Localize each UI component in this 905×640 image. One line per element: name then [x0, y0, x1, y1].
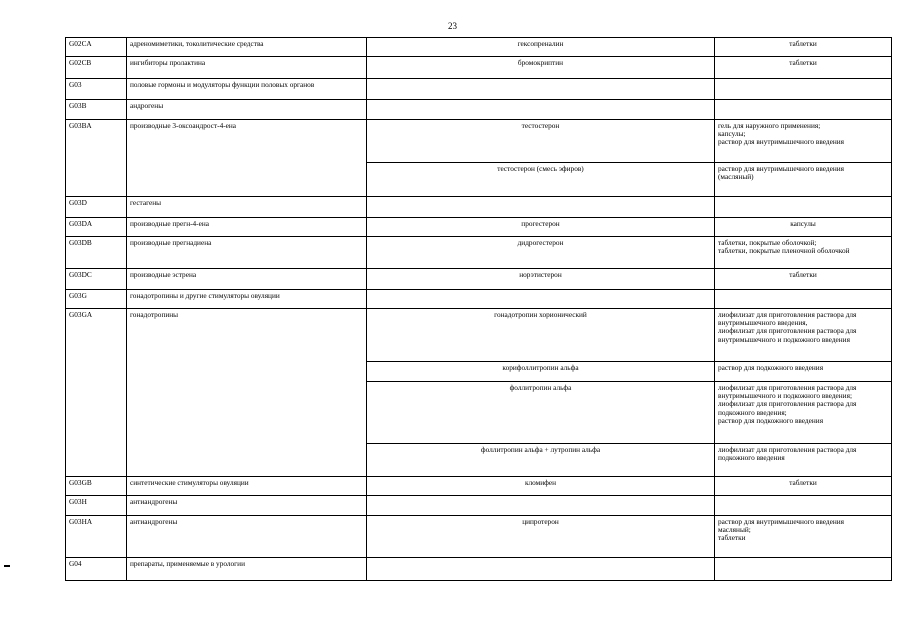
drug-name-cell: фоллитропин альфа + лутропин альфа — [367, 444, 715, 477]
atc-code-cell: G03GA — [66, 309, 127, 477]
drug-name-cell: норэтистерон — [367, 269, 715, 290]
dosage-form-cell — [715, 197, 892, 218]
anatomical-therapeutic-group-cell: производные 3-оксоандрост-4-ена — [127, 120, 367, 197]
atc-code-cell: G03DA — [66, 218, 127, 237]
dosage-form-cell — [715, 100, 892, 120]
drug-name-cell — [367, 558, 715, 581]
atc-code-cell: G02CA — [66, 38, 127, 57]
dosage-form-cell — [715, 558, 892, 581]
anatomical-therapeutic-group-cell: производные прегн-4-ена — [127, 218, 367, 237]
drug-name-cell — [367, 79, 715, 100]
atc-code-cell: G03 — [66, 79, 127, 100]
dosage-form-cell: лиофилизат для приготовления раствора для подкожного введения — [715, 444, 892, 477]
drug-classification-table — [65, 37, 892, 581]
table-row — [66, 218, 892, 237]
atc-code-cell: G03GB — [66, 477, 127, 496]
table-row — [66, 477, 892, 496]
anatomical-therapeutic-group-cell: гонадотропины и другие стимуляторы овуляции — [127, 290, 367, 309]
drug-name-cell: ципротерон — [367, 516, 715, 558]
table-row — [66, 100, 892, 120]
dosage-form-cell — [715, 290, 892, 309]
anatomical-therapeutic-group-cell: синтетические стимуляторы овуляции — [127, 477, 367, 496]
table-row — [66, 290, 892, 309]
anatomical-therapeutic-group-cell: гестагены — [127, 197, 367, 218]
dosage-form-cell: таблетки — [715, 57, 892, 79]
dosage-form-cell: таблетки, покрытые оболочкой; таблетки, покрытые пленочной оболочкой — [715, 237, 892, 269]
dosage-form-cell: лиофилизат для приготовления раствора для внутримышечного введения, лиофилизат для приготовления раствора для внутримышечного и подкожного введения — [715, 309, 892, 362]
dosage-form-cell: таблетки — [715, 477, 892, 496]
atc-code-cell: G03DB — [66, 237, 127, 269]
anatomical-therapeutic-group-cell: половые гормоны и модуляторы функции половых органов — [127, 79, 367, 100]
drug-name-cell — [367, 100, 715, 120]
atc-code-cell: G03G — [66, 290, 127, 309]
anatomical-therapeutic-group-cell: антиандрогены — [127, 496, 367, 516]
dosage-form-cell: капсулы — [715, 218, 892, 237]
atc-code-cell: G03BA — [66, 120, 127, 197]
drug-name-cell — [367, 496, 715, 516]
table-row — [66, 516, 892, 558]
table-row — [66, 496, 892, 516]
dosage-form-cell: лиофилизат для приготовления раствора для внутримышечного и подкожного введения; лиофилизат для приготовления раствора для подкожного введения; раствор для подкожного введения — [715, 382, 892, 444]
drug-name-cell — [367, 197, 715, 218]
dosage-form-cell: таблетки — [715, 38, 892, 57]
table-row — [66, 269, 892, 290]
drug-name-cell: тестостерон (смесь эфиров) — [367, 163, 715, 197]
table-row — [66, 38, 892, 57]
anatomical-therapeutic-group-cell: препараты, применяемые в урологии — [127, 558, 367, 581]
edge-mark — [4, 565, 10, 567]
table-row — [66, 120, 892, 163]
table-row — [66, 558, 892, 581]
dosage-form-cell: гель для наружного применения; капсулы; раствор для внутримышечного введения — [715, 120, 892, 163]
drug-name-cell: кломифен — [367, 477, 715, 496]
anatomical-therapeutic-group-cell: ингибиторы пролактина — [127, 57, 367, 79]
dosage-form-cell: раствор для подкожного введения — [715, 362, 892, 382]
table-row — [66, 237, 892, 269]
anatomical-therapeutic-group-cell: андрогены — [127, 100, 367, 120]
drug-name-cell: прогестерон — [367, 218, 715, 237]
table-row — [66, 57, 892, 79]
atc-code-cell: G03D — [66, 197, 127, 218]
drug-name-cell: тестостерон — [367, 120, 715, 163]
anatomical-therapeutic-group-cell: гонадотропины — [127, 309, 367, 477]
dosage-form-cell: раствор для внутримышечного введения (масляный) — [715, 163, 892, 197]
atc-code-cell: G03HA — [66, 516, 127, 558]
table-row — [66, 197, 892, 218]
atc-code-cell: G03DC — [66, 269, 127, 290]
page-number: 23 — [448, 21, 457, 31]
drug-name-cell: дидрогестерон — [367, 237, 715, 269]
drug-name-cell: бромокриптин — [367, 57, 715, 79]
dosage-form-cell: раствор для внутримышечного введения масляный; таблетки — [715, 516, 892, 558]
table-row — [66, 309, 892, 362]
atc-code-cell: G03H — [66, 496, 127, 516]
anatomical-therapeutic-group-cell: антиандрогены — [127, 516, 367, 558]
drug-name-cell: гексопреналин — [367, 38, 715, 57]
dosage-form-cell — [715, 496, 892, 516]
atc-code-cell: G04 — [66, 558, 127, 581]
atc-code-cell: G03B — [66, 100, 127, 120]
dosage-form-cell — [715, 79, 892, 100]
table-row — [66, 79, 892, 100]
anatomical-therapeutic-group-cell: адреномиметики, токолитические средства — [127, 38, 367, 57]
anatomical-therapeutic-group-cell: производные прегнадиена — [127, 237, 367, 269]
anatomical-therapeutic-group-cell: производные эстрена — [127, 269, 367, 290]
drug-name-cell: гонадотропин хорионический — [367, 309, 715, 362]
drug-name-cell — [367, 290, 715, 309]
drug-name-cell: фоллитропин альфа — [367, 382, 715, 444]
dosage-form-cell: таблетки — [715, 269, 892, 290]
drug-name-cell: корифоллитропин альфа — [367, 362, 715, 382]
atc-code-cell: G02CB — [66, 57, 127, 79]
